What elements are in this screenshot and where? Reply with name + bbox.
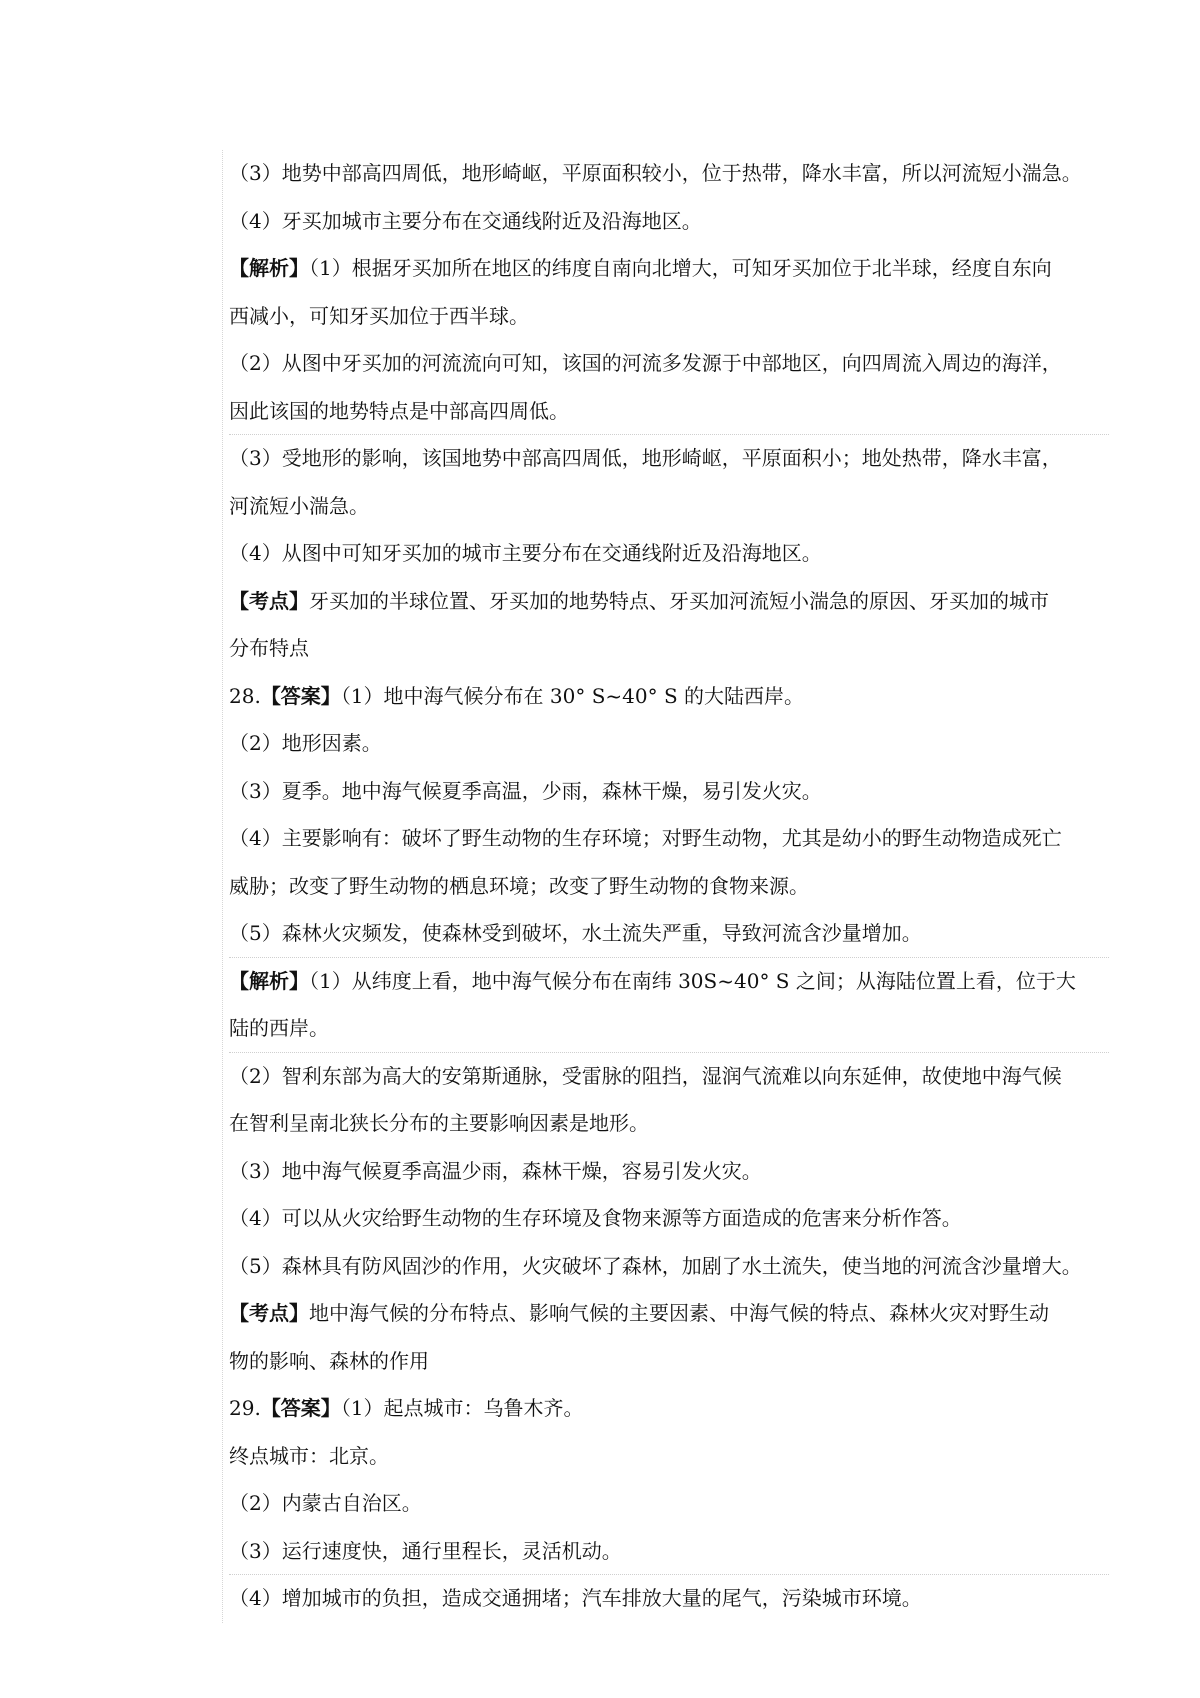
- text-line: [229, 1528, 1109, 1576]
- text-line: [229, 483, 1109, 531]
- text-line: [229, 1480, 1109, 1528]
- text-line: [229, 388, 1109, 436]
- text-line: [229, 1005, 1109, 1053]
- line-text: （2）内蒙古自治区。: [229, 1491, 422, 1515]
- section-tag: 【考点】: [229, 588, 309, 613]
- text-line: [229, 720, 1109, 768]
- line-text: （2）从图中牙买加的河流流向可知，该国的河流多发源于中部地区，向四周流入周边的海洋，: [229, 351, 1062, 375]
- line-text: （1）地中海气候分布在 30° S~40° S 的大陆西岸。: [340, 683, 805, 708]
- line-text: （3）地势中部高四周低，地形崎岖，平原面积较小，位于热带，降水丰富，所以河流短小湍急。: [229, 161, 1082, 185]
- text-line: [229, 340, 1109, 388]
- section-tag: 【解析】: [229, 256, 309, 280]
- text-line: [229, 1100, 1109, 1148]
- line-text: 河流短小湍急。: [229, 493, 369, 518]
- text-line: [229, 1338, 1109, 1386]
- text-line: [229, 293, 1109, 341]
- text-line: [229, 863, 1109, 911]
- line-text: （1）起点城市：乌鲁木齐。: [340, 1396, 584, 1420]
- line-text: 地中海气候的分布特点、影响气候的主要因素、中海气候的特点、森林火灾对野生动: [309, 1301, 1049, 1325]
- text-line: [229, 1385, 1109, 1433]
- line-text: （2）地形因素。: [229, 731, 382, 755]
- line-text: 终点城市：北京。: [229, 1443, 389, 1468]
- text-line: [229, 150, 1109, 198]
- answer-text-body: [222, 150, 1109, 1623]
- question-number: 29.: [229, 1396, 261, 1420]
- text-line: [229, 1195, 1109, 1243]
- line-text: （3）地中海气候夏季高温少雨，森林干燥，容易引发火灾。: [229, 1158, 762, 1183]
- text-line: [229, 815, 1109, 863]
- line-text: （5）森林具有防风固沙的作用，火灾破坏了森林，加剧了水土流失，使当地的河流含沙量增大。: [229, 1253, 1082, 1278]
- text-line: [229, 673, 1109, 721]
- line-text: （4）牙买加城市主要分布在交通线附近及沿海地区。: [229, 208, 702, 233]
- text-line: [229, 530, 1109, 578]
- text-line: [229, 245, 1109, 293]
- text-line: [229, 768, 1109, 816]
- text-line: [229, 1053, 1109, 1101]
- line-text: （4）主要影响有：破坏了野生动物的生存环境；对野生动物，尤其是幼小的野生动物造成死亡: [229, 826, 1062, 850]
- line-text: （4）增加城市的负担，造成交通拥堵；汽车排放大量的尾气，污染城市环境。: [229, 1586, 922, 1610]
- text-line: [229, 435, 1109, 483]
- section-tag: 【考点】: [229, 1301, 309, 1325]
- line-text: （1）从纬度上看，地中海气候分布在南纬 30S~40° S 之间；从海陆位置上看，位于大: [309, 968, 1076, 993]
- line-text: 牙买加的半球位置、牙买加的地势特点、牙买加河流短小湍急的原因、牙买加的城市: [309, 588, 1049, 613]
- line-text: 分布特点: [229, 636, 309, 660]
- section-tag: 【答案】: [260, 1396, 341, 1420]
- line-text: 在智利呈南北狭长分布的主要影响因素是地形。: [229, 1111, 649, 1135]
- line-text: 威胁；改变了野生动物的栖息环境；改变了野生动物的食物来源。: [229, 873, 809, 898]
- text-line: [229, 625, 1109, 673]
- line-text: （3）受地形的影响，该国地势中部高四周低，地形崎岖，平原面积小；地处热带，降水丰富，: [229, 446, 1062, 470]
- line-text: （4）从图中可知牙买加的城市主要分布在交通线附近及沿海地区。: [229, 541, 822, 565]
- line-text: 陆的西岸。: [229, 1016, 329, 1040]
- line-text: （3）运行速度快，通行里程长，灵活机动。: [229, 1538, 622, 1563]
- text-line: [229, 1575, 1109, 1623]
- section-tag: 【答案】: [260, 683, 341, 708]
- text-line: [229, 958, 1109, 1006]
- text-line: [229, 578, 1109, 626]
- text-line: [229, 1148, 1109, 1196]
- line-text: （4）可以从火灾给野生动物的生存环境及食物来源等方面造成的危害来分析作答。: [229, 1206, 962, 1230]
- line-text: （5）森林火灾频发，使森林受到破坏，水土流失严重，导致河流含沙量增加。: [229, 921, 922, 945]
- line-text: （1）根据牙买加所在地区的纬度自南向北增大，可知牙买加位于北半球，经度自东向: [309, 256, 1052, 280]
- section-tag: 【解析】: [229, 968, 309, 993]
- line-text: 西减小，可知牙买加位于西半球。: [229, 303, 529, 328]
- question-number: 28.: [229, 683, 261, 708]
- line-text: （3）夏季。地中海气候夏季高温，少雨，森林干燥，易引发火灾。: [229, 778, 822, 803]
- text-line: [229, 1290, 1109, 1338]
- text-line: [229, 1433, 1109, 1481]
- line-text: 因此该国的地势特点是中部高四周低。: [229, 398, 569, 423]
- text-line: [229, 910, 1109, 958]
- text-line: [229, 1243, 1109, 1291]
- text-line: [229, 198, 1109, 246]
- line-text: 物的影响、森林的作用: [229, 1348, 429, 1373]
- line-text: （2）智利东部为高大的安第斯通脉，受雷脉的阻挡，湿润气流难以向东延伸，故使地中海气候: [229, 1063, 1062, 1088]
